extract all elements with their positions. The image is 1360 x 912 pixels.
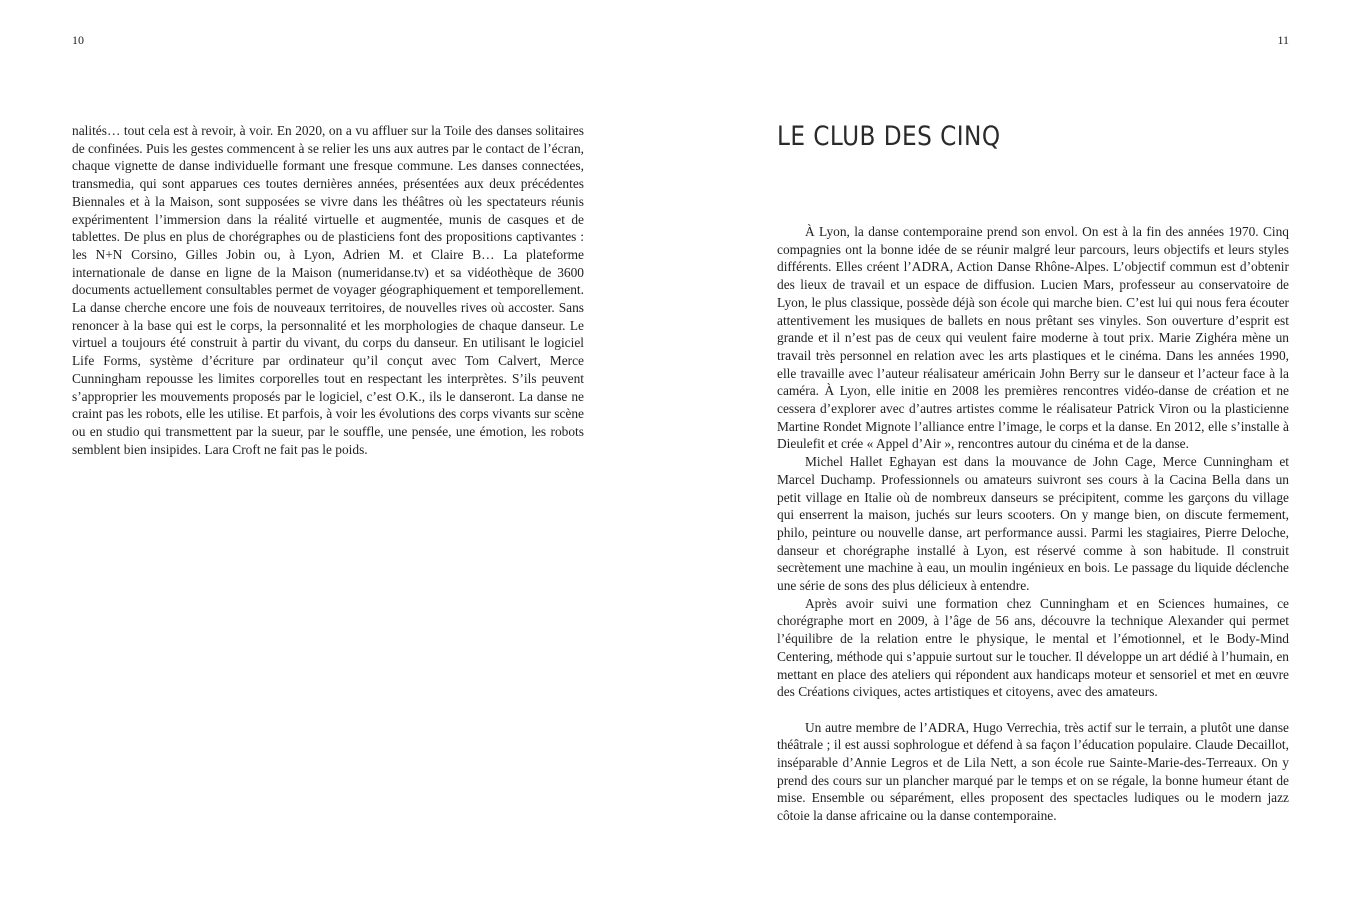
page-number-left: 10: [72, 33, 84, 47]
right-text-column: [777, 223, 1289, 825]
left-text-column: [72, 122, 584, 458]
paragraph: À Lyon, la danse contemporaine prend son envol. On est à la fin des années 1970. Cinq compagnies ont la bonne idée de se réunir malgré leur parcours, leurs objectifs et leurs styles différents. Elles créent l’ADRA, Action Danse Rhône-Alpes. L’objectif commun est d’obtenir des lieux de travail et un espace de diffusion. Lucien Mars, professeur au conservatoire de Lyon, le plus classique, possède déjà son école qui marche bien. C’est lui qui nous fera écouter attentivement les musiques de ballets en nous prêtant ses vinyles. Son ouverture d’esprit est grande et il n’est pas de ceux qui veulent faire moderne à tout prix. Marie Zighéra mène un travail très personnel en relation avec les arts plastiques et le cinéma. Dans les années 1990, elle travaille avec l’auteur réalisateur américain John Berry sur le danseur et l’acteur face à la caméra. À Lyon, elle initie en 2008 les premières rencontres vidéo-danse de création et ne cessera d’explorer avec d’autres artistes comme le réalisateur Patrick Viron ou la plasticienne Martine Rondet Mignote l’alliance entre l’image, le corps et la danse. En 2012, elle s’installe à Dieulefit et crée « Appel d’Air », rencontres autour du cinéma et de la danse.: [777, 224, 1289, 452]
page-number-right: 11: [1277, 33, 1289, 47]
right-page: [680, 0, 1360, 912]
paragraph: Après avoir suivi une formation chez Cunningham et en Sciences humaines, ce chorégraphe mort en 2009, à l’âge de 56 ans, découvre la technique Alexander qui permet l’équilibre de la relation entre le physique, le mental et l’émotionnel, et le Body-Mind Centering, méthode qui s’appuie surtout sur le toucher. Il développe un art dédié à l’humain, en mettant en place des ateliers qui répondent aux handicaps moteur et sensoriel et met en œuvre des Créations civiques, actes artistiques et citoyens, avec des amateurs.: [777, 595, 1289, 700]
paragraph: nalités… tout cela est à revoir, à voir. En 2020, on a vu affluer sur la Toile des danses solitaires de confinées. Puis les gestes commencent à se relier les uns aux autres par le contact de l’écran, chaque vignette de danse individuelle formant une fresque commune. Les danses connectées, transmedia, qui sont apparues ces toutes dernières années, présentées aux deux précédentes Biennales et à la Maison, sont supposées se vivre dans les théâtres où les spectateurs réunis expérimentent l’immersion dans la réalité virtuelle et augmentée, munis de casques et de tablettes. De plus en plus de chorégraphes ou de plasticiens font des propositions captivantes : les N+N Corsino, Gilles Jobin ou, à Lyon, Adrien M. et Claire B… La plateforme internationale de danse en ligne de la Maison (numeridanse.tv) et sa vidéothèque de 3600 documents actuellement consultables permet de voyager géographiquement et temporellement. La danse cherche encore une fois de nouveaux territoires, de nouvelles rives où accoster. Sans renoncer à la base qui est le corps, la personnalité et les morphologies de chaque danseur. Le virtuel a toujours été construit à partir du vivant, du corps du danseur. En utilisant le logiciel Life Forms, système d’écriture par ordinateur qu’il conçut avec Tom Calvert, Merce Cunningham repousse les limites corporelles tout en respectant les interprètes. S’ils peuvent s’approprier les mouvements proposés par le logiciel, c’est O.K., ils le danseront. La danse ne craint pas les robots, elle les utilise. Et parfois, à voir les évolutions des corps vivants sur scène ou en studio qui transmettent par la sueur, par le souffle, une pensée, une émotion, les robots semblent bien insipides. Lara Croft ne fait pas le poids.: [72, 123, 584, 457]
section-spacer: [777, 701, 1289, 719]
paragraph: Un autre membre de l’ADRA, Hugo Verrechia, très actif sur le terrain, a plutôt une danse théâtrale ; il est aussi sophrologue et défend à sa façon l’éducation populaire. Claude Decaillot, inséparable d’Annie Legros et de Lila Nett, a son école rue Sainte-Marie-des-Terreaux. On y prend des cours sur un plancher marqué par le temps et on se régale, la bonne humeur étant de mise. Ensemble ou séparément, elles proposent des spectacles ludiques ou le modern jazz côtoie la danse africaine ou la danse contemporaine.: [777, 719, 1289, 824]
paragraph: Michel Hallet Eghayan est dans la mouvance de John Cage, Merce Cunningham et Marcel Duchamp. Professionnels ou amateurs suivront ses cours à la Cacina Bella dans un petit village en Italie où de nombreux danseurs se précipitent, comme les garçons du village qui enserrent la maison, juchés sur leurs scooters. On y mange bien, on discute fermement, philo, peinture ou nouvelle danse, art performance aussi. Parmi les stagiaires, Pierre Deloche, danseur et chorégraphe installé à Lyon, est réservé comme à son habitude. Il construit secrètement une machine à eau, un moulin ingénieux en bois. Le passage du liquide déclenche une série de sons des plus délicieux à entendre.: [777, 454, 1289, 594]
chapter-title: LE CLUB DES CINQ: [777, 121, 1001, 152]
